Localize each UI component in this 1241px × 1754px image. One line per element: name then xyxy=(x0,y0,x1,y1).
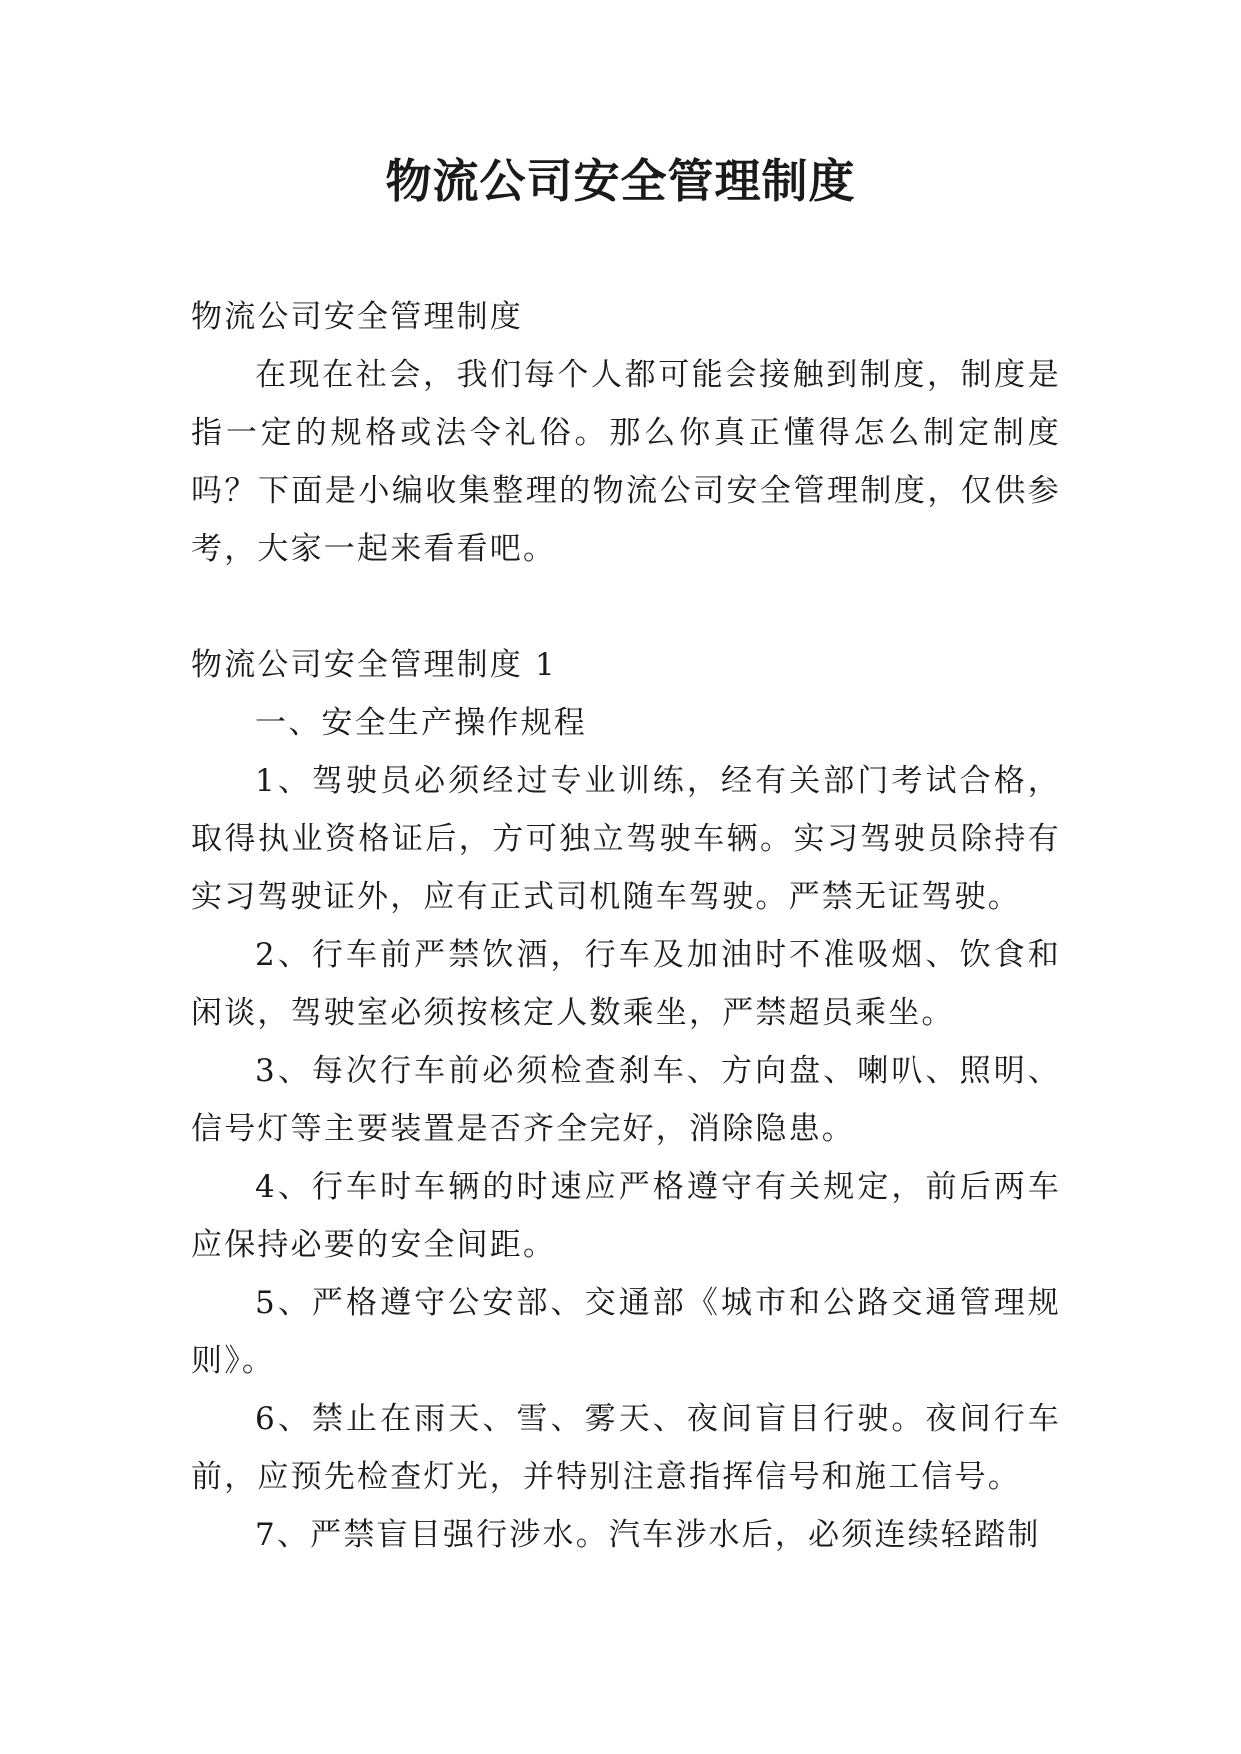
rule-paragraph: 4、行车时车辆的时速应严格遵守有关规定，前后两车应保持必要的安全间距。 xyxy=(191,1169,1061,1263)
intro-paragraph: 在现在社会，我们每个人都可能会接触到制度，制度是指一定的规格或法令礼俗。那么你真正懂得怎么制定制度吗？下面是小编收集整理的物流公司安全管理制度，仅供参考，大家一起来看看吧。 xyxy=(191,357,1061,567)
document-title: 物流公司安全管理制度 xyxy=(385,154,856,208)
rule-paragraph: 6、禁止在雨天、雪、雾天、夜间盲目行驶。夜间行车前，应预先检查灯光，并特别注意指挥信号和施工信号。 xyxy=(191,1401,1061,1495)
rule-paragraph: 1、驾驶员必须经过专业训练，经有关部门考试合格，取得执业资格证后，方可独立驾驶车辆。实习驾驶员除持有实习驾驶证外，应有正式司机随车驾驶。严禁无证驾驶。 xyxy=(191,763,1061,915)
rule-paragraph: 3、每次行车前必须检查刹车、方向盘、喇叭、照明、信号灯等主要装置是否齐全完好，消除隐患。 xyxy=(191,1053,1061,1147)
section-heading: 物流公司安全管理制度 xyxy=(191,299,523,335)
rule-paragraph: 2、行车前严禁饮酒，行车及加油时不准吸烟、饮食和闲谈，驾驶室必须按核定人数乘坐，严禁超员乘坐。 xyxy=(191,937,1061,1031)
rule-paragraph: 5、严格遵守公安部、交通部《城市和公路交通管理规则》。 xyxy=(191,1285,1061,1379)
rule-paragraph: 7、严禁盲目强行涉水。汽车涉水后，必须连续轻踏制 xyxy=(255,1517,1041,1553)
section-heading: 物流公司安全管理制度 1 xyxy=(191,647,557,683)
subsection-heading: 一、安全生产操作规程 xyxy=(255,705,587,741)
document-body xyxy=(191,288,1061,1564)
